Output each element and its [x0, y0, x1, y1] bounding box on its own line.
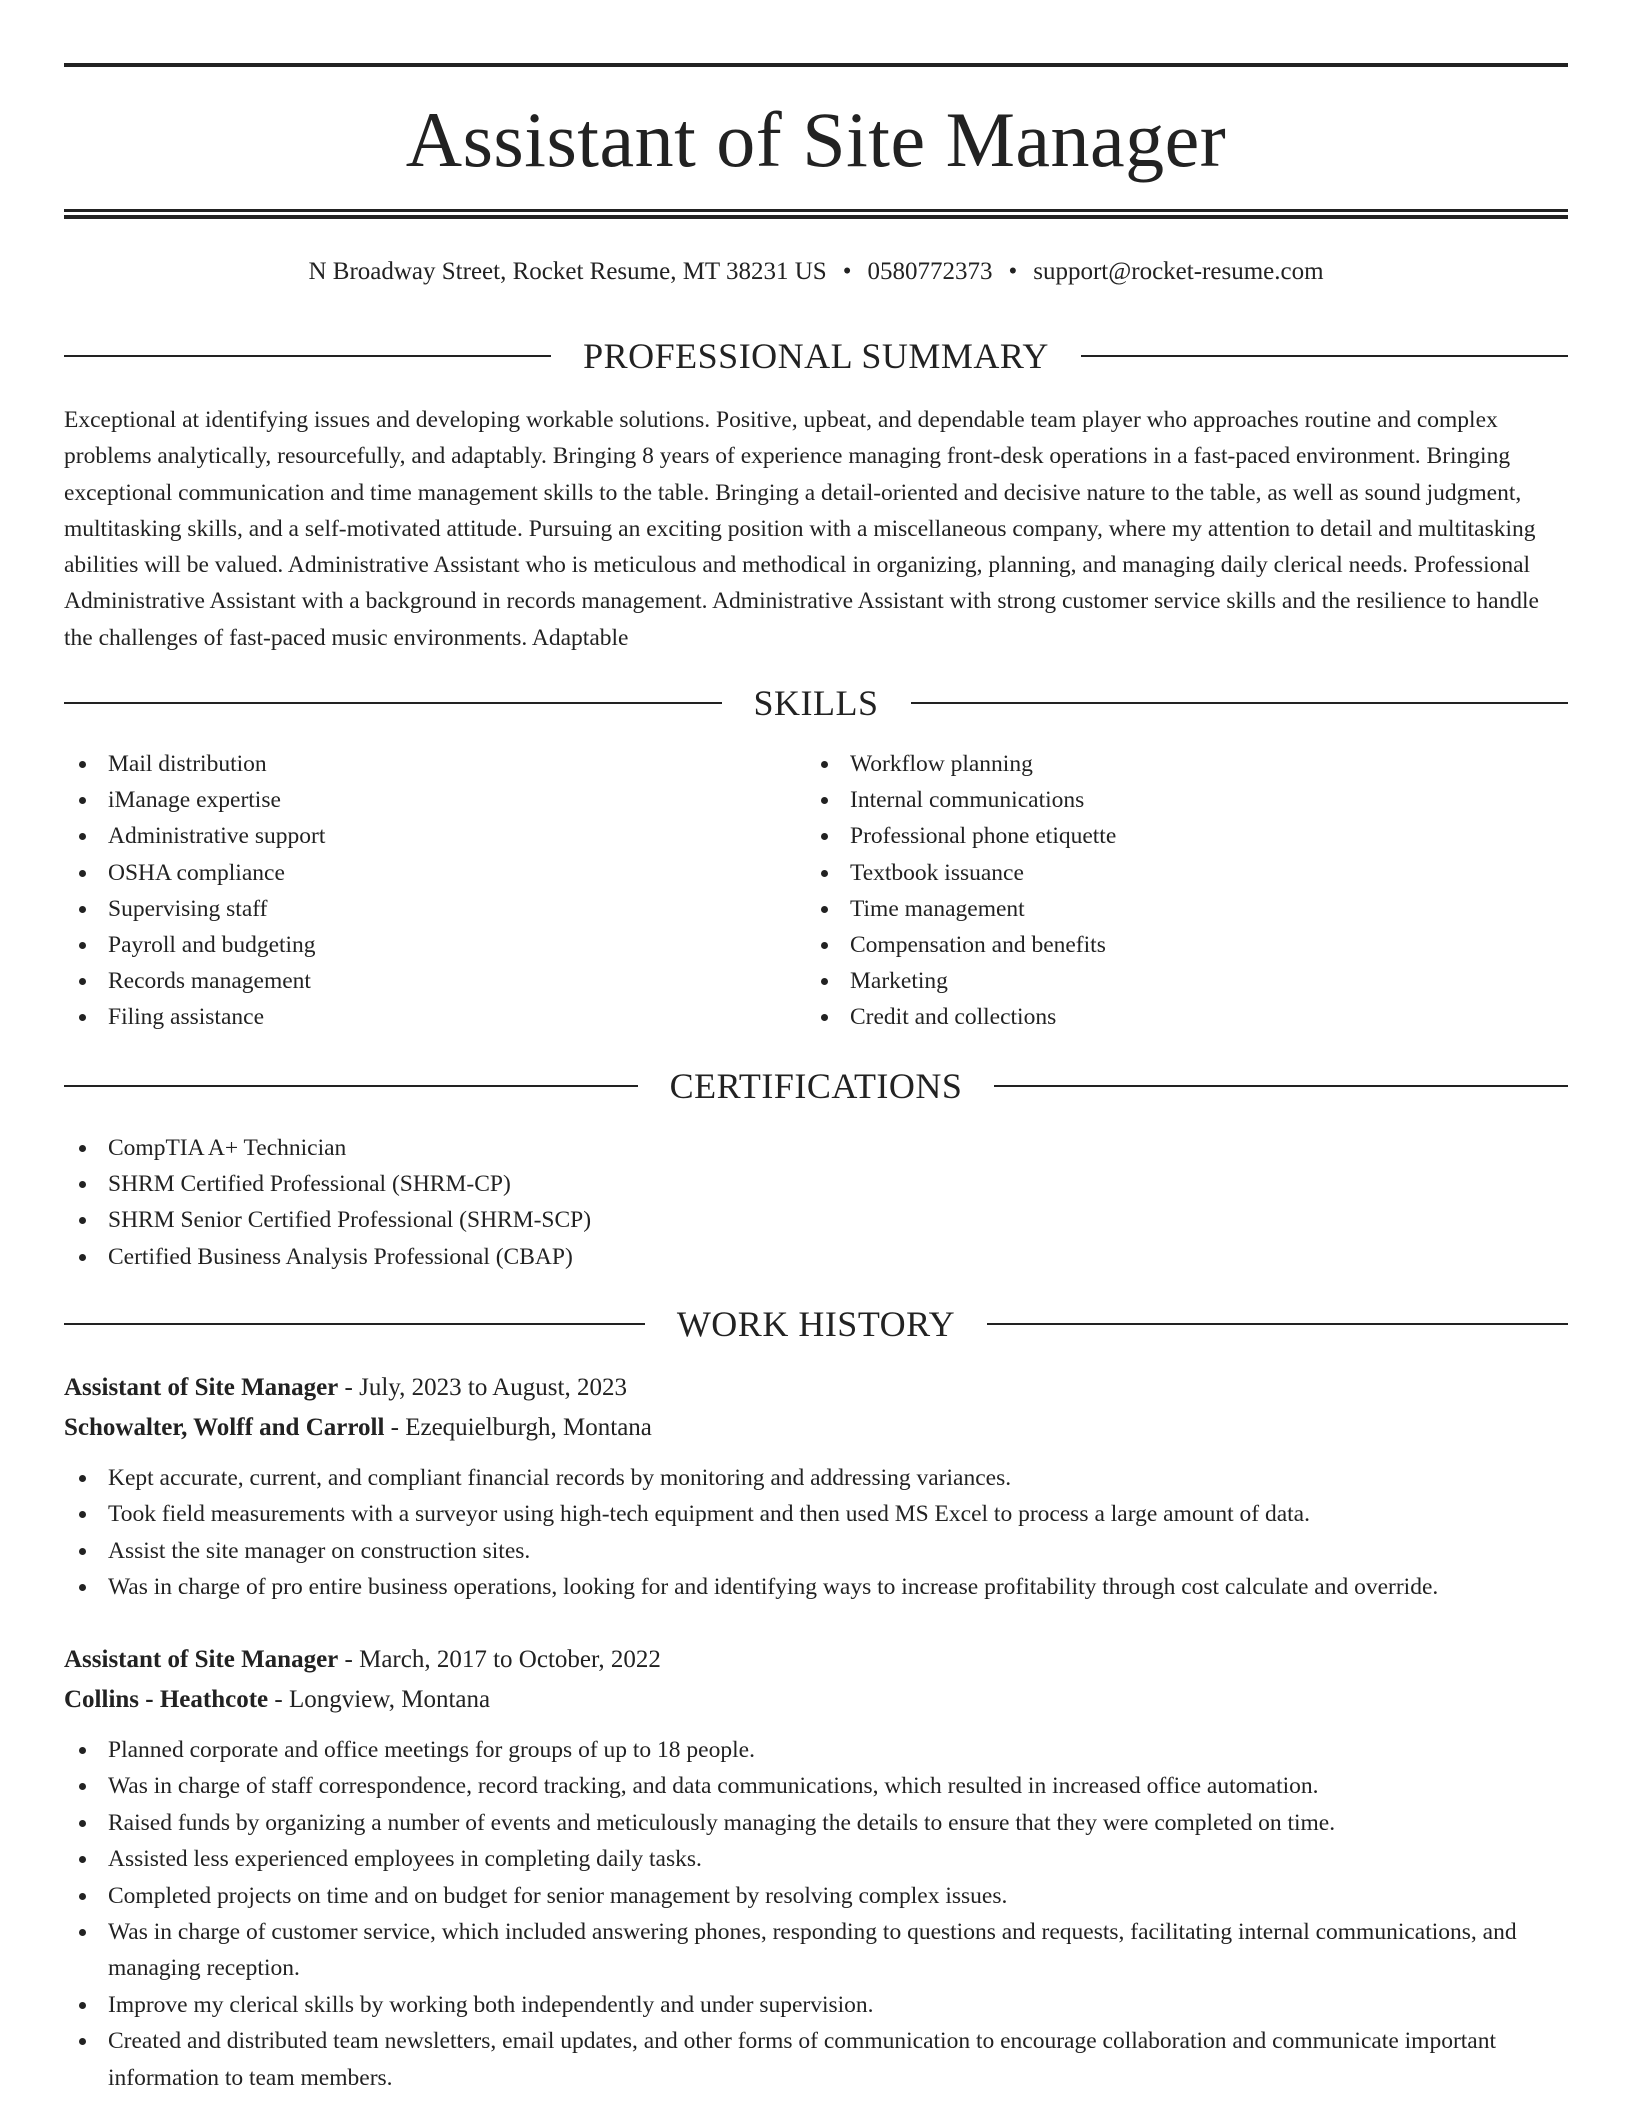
job-bullet: Assisted less experienced employees in completing daily tasks. [64, 1841, 1568, 1877]
skill-item: Mail distribution [64, 746, 764, 782]
section-title: PROFESSIONAL SUMMARY [583, 336, 1049, 376]
job-title-line [64, 1368, 1568, 1408]
skill-item: Textbook issuance [806, 855, 1506, 891]
job-title: Assistant of Site Manager [64, 1374, 339, 1401]
job-bullet: Planned corporate and office meetings for groups of up to 18 people. [64, 1732, 1568, 1768]
skill-item: iManage expertise [64, 782, 764, 818]
skill-item: Compensation and benefits [806, 927, 1506, 963]
section-title: WORK HISTORY [676, 1304, 956, 1344]
job-location: - Longview, Montana [268, 1686, 491, 1713]
certification-item: SHRM Certified Professional (SHRM-CP) [64, 1166, 1064, 1202]
heading-rule [64, 1085, 638, 1087]
section-heading-skills [64, 681, 1568, 725]
heading-rule [911, 702, 1569, 704]
skill-item: OSHA compliance [64, 855, 764, 891]
heading-rule [987, 1323, 1568, 1325]
section-heading-work-history [64, 1302, 1568, 1346]
resume-title: Assistant of Site Manager [405, 96, 1227, 183]
heading-rule [994, 1085, 1568, 1087]
section-title: SKILLS [753, 683, 879, 723]
job-entry [64, 1368, 1568, 1606]
skill-item: Credit and collections [806, 999, 1506, 1035]
skill-item: Filing assistance [64, 999, 764, 1035]
contact-email[interactable]: support@rocket-resume.com [1033, 258, 1324, 285]
title-double-rule [64, 209, 1568, 219]
skills-list-left [64, 746, 764, 1036]
job-entry [64, 1640, 1568, 2096]
job-bullets [64, 1732, 1568, 2096]
heading-rule [1081, 355, 1568, 357]
contact-separator: • [1008, 258, 1018, 285]
job-bullet: Improve my clerical skills by working both independently and under supervision. [64, 1987, 1568, 2023]
job-company-line [64, 1408, 1568, 1448]
job-dates: - March, 2017 to October, 2022 [338, 1646, 661, 1673]
top-rule [64, 63, 1568, 67]
skill-item: Supervising staff [64, 891, 764, 927]
certifications-list [64, 1130, 1064, 1275]
job-bullet: Was in charge of customer service, which included answering phones, responding to questions and requests, facilitating internal communications, and managing reception. [64, 1914, 1568, 1987]
job-bullet: Was in charge of staff correspondence, record tracking, and data communications, which resulted in increased office automation. [64, 1768, 1568, 1804]
heading-rule [64, 702, 722, 704]
skill-item: Professional phone etiquette [806, 818, 1506, 854]
job-bullet: Kept accurate, current, and compliant financial records by monitoring and addressing variances. [64, 1460, 1568, 1496]
contact-line [64, 256, 1568, 288]
summary-paragraph: Exceptional at identifying issues and developing workable solutions. Positive, upbeat, and dependable team player who approaches routine and complex problems analytically, resourcefully, and adaptably. Bringing 8 years of experience managing front-desk operations in a fast-paced environment. Bringing exceptional communication and time management skills to the table. Bringing a detail-oriented and decisive nature to the table, as well as sound judgment, multitasking skills, and a self-motivated attitude. Pursuing an exciting position with a miscellaneous company, where my attention to detail and multitasking abilities will be valued. Administrative Assistant who is meticulous and methodical in organizing, planning, and managing daily clerical needs. Professional Administrative Assistant with a background in records management. Administrative Assistant with strong customer service skills and the resilience to handle the challenges of fast-paced music environments. Adaptable [64, 407, 1539, 651]
skills-list-right [806, 746, 1506, 1036]
skill-item: Workflow planning [806, 746, 1506, 782]
job-dates: - July, 2023 to August, 2023 [338, 1374, 627, 1401]
job-bullet: Created and distributed team newsletters, email updates, and other forms of communication to encourage collaboration and communicate important information to team members. [64, 2023, 1568, 2096]
skill-item: Payroll and budgeting [64, 927, 764, 963]
job-company: Schowalter, Wolff and Carroll [64, 1414, 385, 1441]
section-heading-summary [64, 334, 1568, 378]
heading-rule [64, 355, 551, 357]
certification-item: CompTIA A+ Technician [64, 1130, 1064, 1166]
skill-item: Records management [64, 963, 764, 999]
job-bullet: Was in charge of pro entire business operations, looking for and identifying ways to increase profitability through cost calculate and override. [64, 1569, 1568, 1605]
job-title: Assistant of Site Manager [64, 1646, 339, 1673]
skill-item: Internal communications [806, 782, 1506, 818]
contact-separator: • [842, 258, 852, 285]
job-bullet: Raised funds by organizing a number of events and meticulously managing the details to ensure that they were completed on time. [64, 1805, 1568, 1841]
job-company-line [64, 1680, 1568, 1720]
job-bullet: Took field measurements with a surveyor using high-tech equipment and then used MS Excel to process a large amount of data. [64, 1496, 1568, 1532]
skill-item: Marketing [806, 963, 1506, 999]
contact-address: N Broadway Street, Rocket Resume, MT 38231 US [308, 258, 827, 285]
job-title-line [64, 1640, 1568, 1680]
heading-rule [64, 1323, 645, 1325]
job-location: - Ezequielburgh, Montana [384, 1414, 652, 1441]
section-title: CERTIFICATIONS [669, 1066, 963, 1106]
skill-item: Administrative support [64, 818, 764, 854]
job-company: Collins - Heathcote [64, 1686, 269, 1713]
certification-item: Certified Business Analysis Professional (CBAP) [64, 1239, 1064, 1275]
job-bullet: Assist the site manager on construction sites. [64, 1533, 1568, 1569]
skill-item: Time management [806, 891, 1506, 927]
section-heading-certifications [64, 1064, 1568, 1108]
certification-item: SHRM Senior Certified Professional (SHRM-SCP) [64, 1202, 1064, 1238]
job-bullets [64, 1460, 1568, 1606]
contact-phone: 0580772373 [867, 258, 993, 285]
job-bullet: Completed projects on time and on budget for senior management by resolving complex issues. [64, 1878, 1568, 1914]
